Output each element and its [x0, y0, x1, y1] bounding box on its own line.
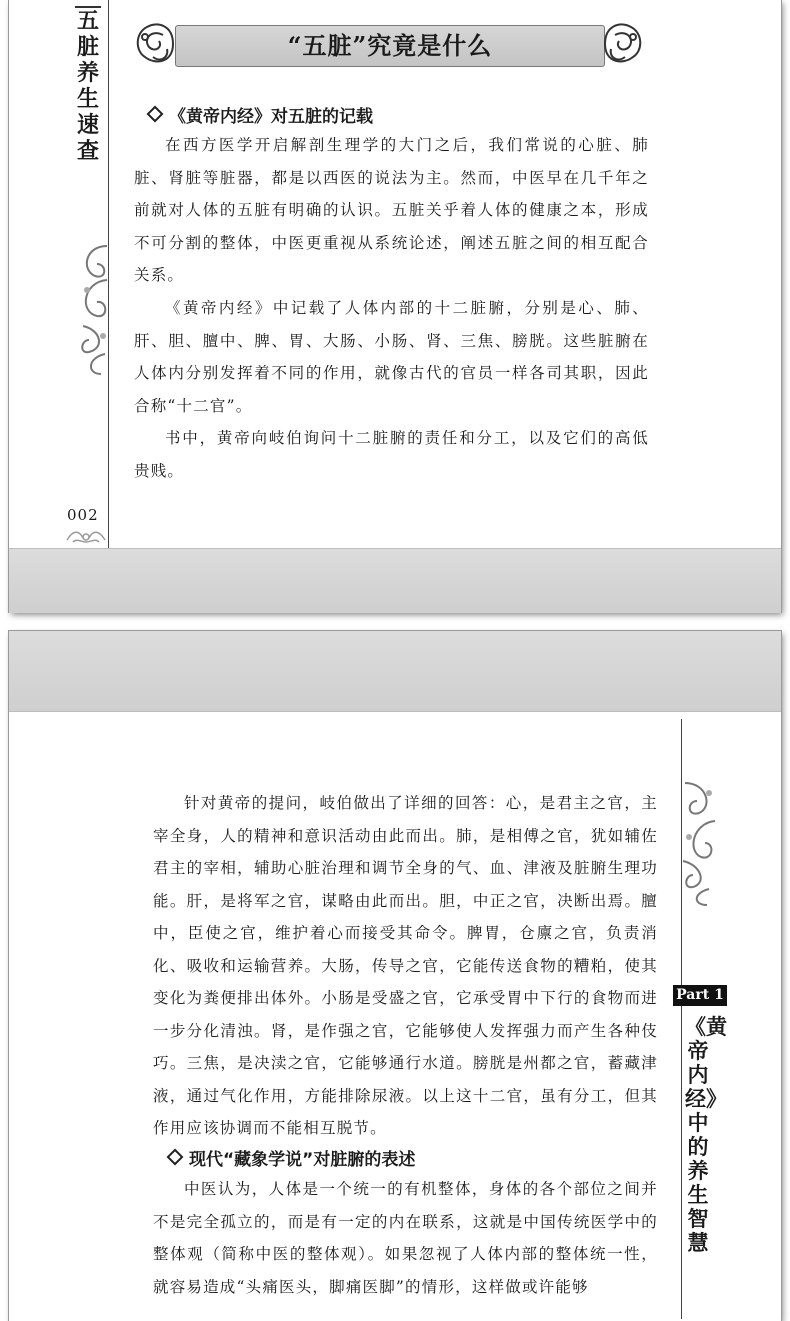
page-header-band — [9, 631, 781, 712]
banner-left-ornament-icon — [133, 17, 177, 71]
body-paragraph: 在西方医学开启解剖生理学的大门之后，我们常说的心脏、肺脏、肾脏等脏器，都是以西医的说法为主。然而，中医早在几千年之前就对人体的五脏有明确的认识。五脏关乎着人体的健康之本，形成不可分割的整体，中医更重视从系统论述，阐述五脏之间的相互配合关系。 — [134, 136, 649, 284]
banner-right-ornament-icon — [601, 17, 645, 71]
chapter-title: “五脏”究竟是什么 — [287, 31, 493, 60]
section-heading-text: 《黄帝内经》对五脏的记载 — [169, 107, 373, 127]
floral-ornament-icon — [65, 528, 107, 544]
page-footer-band — [9, 548, 781, 613]
body-paragraph: 《黄帝内经》中记载了人体内部的十二脏腑，分别是心、肺、肝、胆、膻中、脾、胃、大肠、小肠、肾、三焦、膀胱。这些脏腑在人体内分别发挥着不同的作用，就像古代的官员一样各司其职，因此合称“十二官”。 — [134, 299, 649, 415]
chapter-title-banner — [175, 25, 605, 67]
body-paragraph: 中医认为，人体是一个统一的有机整体，身体的各个部位之间并不是完全孤立的，而是有一定的内在联系，这就是中国传统医学中的整体观（简称中医的整体观）。如果忽视了人体内部的整体统一性，就容易造成“头痛医头，脚痛医脚”的情形，这样做或许能够 — [153, 1180, 658, 1296]
diamond-bullet-icon — [147, 106, 164, 123]
section-heading — [169, 1145, 649, 1170]
book-page-right — [9, 631, 781, 1321]
top-ornament — [75, 0, 101, 8]
side-title: 《黄帝内经》中的养生智慧 — [685, 1014, 727, 1255]
book-page-left — [9, 0, 781, 612]
page-number: 002 — [67, 506, 99, 524]
section-heading — [149, 102, 649, 127]
cloud-ornament-icon — [679, 777, 719, 907]
body-paragraph: 书中，黄帝向岐伯询问十二脏腑的责任和分工，以及它们的高低贵贱。 — [134, 429, 649, 480]
section-heading-text: 现代“藏象学说”对脏腑的表述 — [189, 1150, 416, 1170]
side-title: 五脏养生速查 — [76, 8, 99, 164]
part-label-badge: Part 1 — [673, 985, 727, 1006]
body-paragraph: 针对黄帝的提问，岐伯做出了详细的回答：心，是君主之官，主宰全身，人的精神和意识活动由此而出。肺，是相傅之官，犹如辅佐君主的宰相，辅助心脏治理和调节全身的气、血、津液及脏腑生理功能。肝，是将军之官，谋略由此而出。胆，中正之官，决断出焉。膻中，臣使之官，维护着心而接受其命令。脾胃，仓廪之官，负责消化、吸收和运输营养。大肠，传导之官，它能传送食物的糟粕，使其变化为粪便排出体外。小肠是受盛之官，它承受胃中下行的食物而进一步分化清浊。肾，是作强之官，它能够使人发挥强力而产生各种伎巧。三焦，是决渎之官，它能够通行水道。膀胱是州都之官，蓄藏津液，通过气化作用，方能排除尿液。以上这十二官，虽有分工，但其作用应该协调而不能相互脱节。 — [153, 794, 658, 1137]
cloud-ornament-icon — [77, 240, 111, 376]
diamond-bullet-icon — [167, 1149, 184, 1166]
